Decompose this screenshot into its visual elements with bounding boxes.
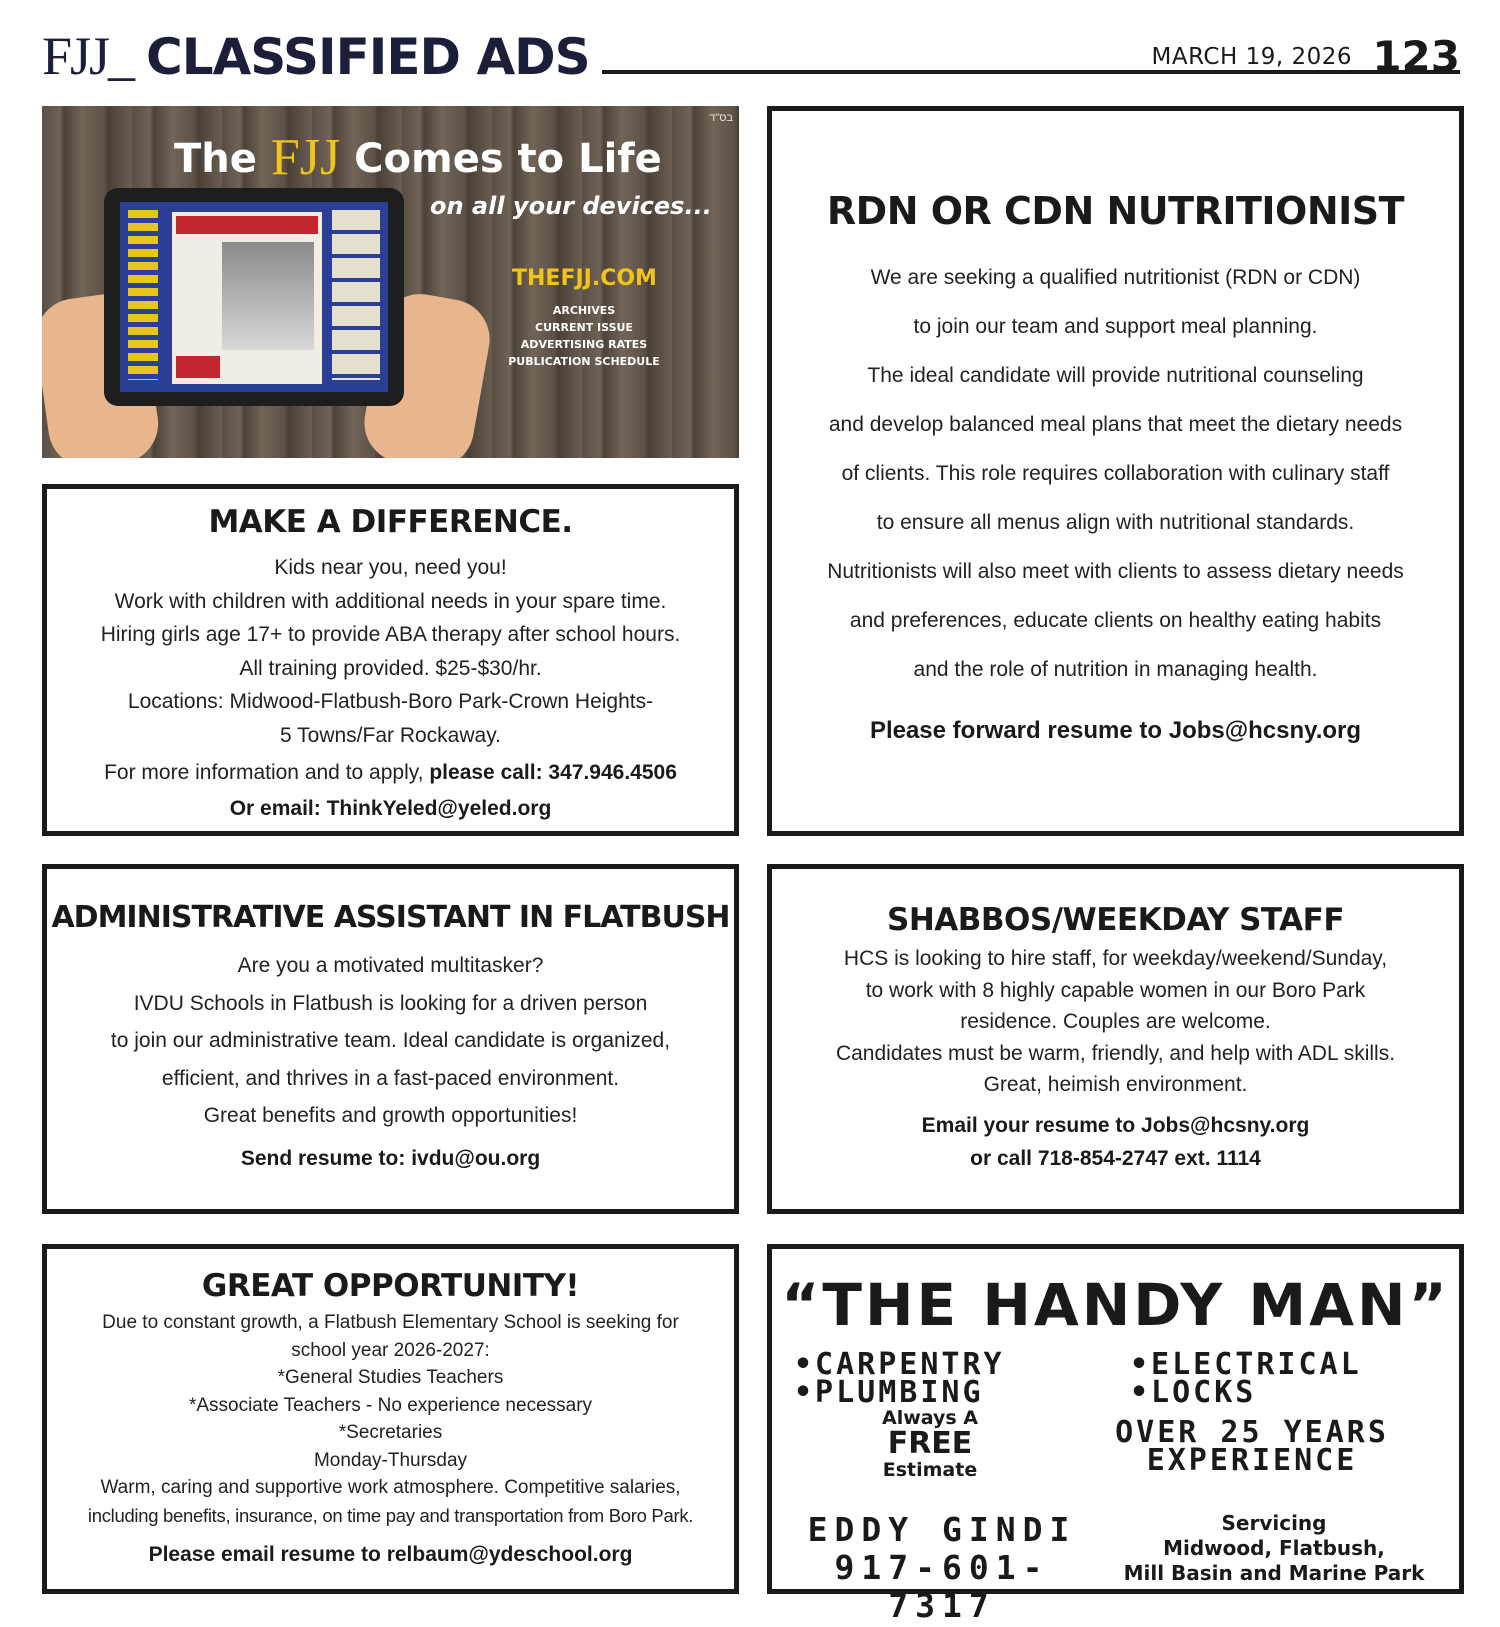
- issue-date: MARCH 19, 2026: [1151, 44, 1352, 70]
- ad-make-a-difference: [42, 484, 739, 836]
- ad-apply-line: For more information and to apply, please call: 347.946.4506: [104, 761, 677, 784]
- email-contact[interactable]: Please forward resume to Jobs@hcsny.org: [869, 717, 1362, 744]
- contact-name: EDDY GINDI: [807, 1510, 1077, 1549]
- email-contact[interactable]: Send resume to: ivdu@ou.org: [240, 1146, 541, 1170]
- phone-contact[interactable]: or call 718-854-2747 ext. 1114: [970, 1146, 1261, 1170]
- ad-nutritionist: [767, 106, 1464, 836]
- service-electrical: •ELECTRICAL: [1130, 1347, 1362, 1382]
- section-title: CLASSIFIED ADS: [146, 28, 590, 86]
- ad-title: RDN OR CDN NUTRITIONIST: [826, 189, 1405, 233]
- ad-title: “THE HANDY MAN”: [781, 1271, 1450, 1339]
- astronaut-photo: [222, 242, 314, 350]
- ad-shabbos-weekday-staff: [767, 864, 1464, 1214]
- ad-body: Due to constant growth, a Flatbush Elementary School is seeking for school year 2026-2027: *General Studies Teachers *Associate Teachers - No experience necessary *Secretaries Monday-Thursday Warm, caring and supportive work atmosphere. Competitive salaries, including benefits, insurance, on time pay and transportation from Boro Park.: [87, 1312, 694, 1526]
- ad-body: Are you a motivated multitasker? IVDU Schools in Flatbush is looking for a driven person to join our administrative team. Ideal candidate is organized, efficient, and thrives in a fast-paced environment. Great benefits and growth opportunities!: [110, 954, 671, 1127]
- free-estimate: Always A FREE Estimate: [881, 1407, 979, 1481]
- promo-site-link[interactable]: THEFJJ.COM: [512, 266, 657, 291]
- promo-corner-tag: בס"ד: [709, 112, 733, 124]
- ad-handy-man: [767, 1244, 1464, 1625]
- promo-link-list: [504, 302, 664, 370]
- tablet-illustration: [104, 188, 404, 406]
- page-number: 123: [1372, 32, 1460, 81]
- ad-title: SHABBOS/WEEKDAY STAFF: [887, 902, 1344, 938]
- service-plumbing: •PLUMBING: [794, 1375, 984, 1410]
- ad-title: GREAT OPPORTUNITY!: [201, 1268, 580, 1304]
- masthead: [42, 26, 1460, 86]
- phone-number[interactable]: please call: 347.946.4506: [429, 761, 677, 784]
- promo-subline: on all your devices...: [430, 192, 712, 220]
- experience-badge: OVER 25 YEARS EXPERIENCE: [1115, 1415, 1389, 1478]
- publication-logo: FJJ_: [42, 26, 134, 86]
- promo-brand-logo: FJJ: [270, 129, 341, 186]
- promo-link-archives[interactable]: ARCHIVES: [552, 304, 616, 317]
- ad-title: MAKE A DIFFERENCE.: [208, 504, 573, 540]
- ad-title: ADMINISTRATIVE ASSISTANT IN FLATBUSH: [51, 900, 730, 935]
- ad-great-opportunity: [42, 1244, 739, 1594]
- ad-body: We are seeking a qualified nutritionist (RDN or CDN) to join our team and support meal planning. The ideal candidate will provide nutritional counseling and develop balanced meal plans that meet the dietary needs of clients. This role requires collaboration with culinary staff to ensure all menus align with nutritional standards. Nutritionists will also meet with clients to assess dietary needs and preferences, educate clients on healthy eating habits and the role of nutrition in managing health.: [827, 266, 1404, 681]
- header-rule: [602, 70, 1460, 74]
- email-contact[interactable]: Email your resume to Jobs@hcsny.org: [921, 1113, 1310, 1137]
- promo-link-advertising-rates[interactable]: ADVERTISING RATES: [520, 338, 648, 351]
- service-carpentry: •CARPENTRY: [794, 1347, 1005, 1382]
- promo-link-current-issue[interactable]: CURRENT ISSUE: [535, 321, 633, 334]
- phone-number[interactable]: 917-601-7317: [834, 1548, 1050, 1625]
- ad-administrative-assistant: [42, 864, 739, 1214]
- contact-block: [802, 1511, 1082, 1625]
- tablet-screen: [120, 202, 388, 392]
- ad-body: Kids near you, need you! Work with children with additional needs in your spare time. Hiring girls age 17+ to provide ABA therapy after school hours. All training provided. $25-$30/hr. Locations: Midwood-Flatbush-Boro Park-Crown Heights- 5 Towns/Far Rockaway.: [100, 556, 681, 747]
- promo-link-publication-schedule[interactable]: PUBLICATION SCHEDULE: [508, 355, 660, 368]
- email-contact[interactable]: Please email resume to relbaum@ydeschool.org: [148, 1543, 633, 1566]
- email-contact[interactable]: Or email: ThinkYeled@yeled.org: [229, 797, 552, 820]
- promo-headline: The FJJ Comes to Life: [174, 129, 662, 186]
- promo-ad-devices[interactable]: [42, 106, 739, 458]
- service-locks: •LOCKS: [1130, 1375, 1257, 1410]
- ad-body: HCS is looking to hire staff, for weekday/weekend/Sunday, to work with 8 highly capable women in our Boro Park residence. Couples are welcome. Candidates must be warm, friendly, and help with ADL skills. Great, heimish environment.: [835, 947, 1396, 1096]
- service-area: Servicing Midwood, Flatbush, Mill Basin and Marine Park: [1123, 1511, 1425, 1585]
